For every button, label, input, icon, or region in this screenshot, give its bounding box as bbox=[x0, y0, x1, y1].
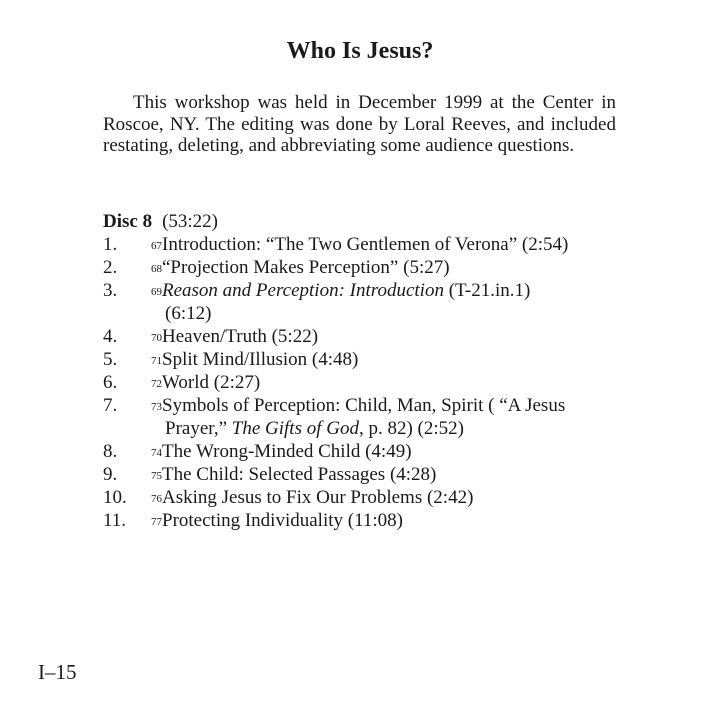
track-number: 9. bbox=[103, 464, 118, 485]
track-reference: 77 bbox=[151, 516, 162, 528]
track-title: Heaven/Truth (5:22) bbox=[162, 326, 319, 347]
disc-label: Disc 8 bbox=[103, 211, 153, 232]
track-title: Introduction: “The Two Gentlemen of Verona” (2:54) bbox=[162, 234, 569, 255]
track-title: “Projection Makes Perception” (5:27) bbox=[162, 257, 450, 278]
page-number: I–15 bbox=[38, 660, 77, 684]
page-title: Who Is Jesus? bbox=[286, 38, 434, 64]
track-item bbox=[103, 348, 643, 371]
track-title-continued-end: , p. 82) (2:52) bbox=[358, 418, 464, 439]
track-title: Split Mind/Illusion (4:48) bbox=[162, 349, 359, 370]
track-item bbox=[103, 486, 643, 509]
track-item bbox=[103, 256, 643, 279]
track-item bbox=[103, 509, 643, 532]
track-item bbox=[103, 394, 643, 440]
track-title-continued-start: Prayer,” bbox=[165, 418, 232, 439]
track-title-continued bbox=[151, 417, 643, 440]
track-item bbox=[103, 279, 643, 325]
track-item bbox=[103, 371, 643, 394]
disc-heading bbox=[103, 211, 218, 233]
track-title: Symbols of Perception: Child, Man, Spirit ( “A Jesus bbox=[162, 395, 566, 416]
track-item bbox=[103, 463, 643, 486]
track-item bbox=[103, 233, 643, 256]
track-reference: 76 bbox=[151, 493, 162, 505]
track-number: 4. bbox=[103, 326, 118, 347]
track-number: 3. bbox=[103, 280, 118, 301]
track-title: Protecting Individuality (11:08) bbox=[162, 510, 403, 531]
track-reference: 72 bbox=[151, 378, 162, 390]
track-number: 10. bbox=[103, 487, 127, 508]
intro-paragraph: This workshop was held in December 1999 at the Center in Roscoe, NY. The editing was done by Loral Reeves, and included restating, deleting, and abbreviating some audience questions. bbox=[103, 92, 616, 156]
track-title-italic: Reason and Perception: Introduction bbox=[162, 280, 444, 301]
track-item bbox=[103, 440, 643, 463]
track-title: The Wrong-Minded Child (4:49) bbox=[162, 441, 412, 462]
track-title: The Child: Selected Passages (4:28) bbox=[162, 464, 437, 485]
track-reference: 73 bbox=[151, 401, 162, 413]
track-reference: 75 bbox=[151, 470, 162, 482]
track-title-italic: The Gifts of God bbox=[231, 418, 359, 439]
track-reference: 71 bbox=[151, 355, 162, 367]
track-number: 5. bbox=[103, 349, 118, 370]
track-title: (T-21.in.1) bbox=[443, 280, 531, 301]
track-reference: 70 bbox=[151, 332, 162, 344]
track-title-continued: (6:12) bbox=[165, 303, 212, 324]
track-title: Asking Jesus to Fix Our Problems (2:42) bbox=[162, 487, 474, 508]
track-number: 7. bbox=[103, 395, 118, 416]
track-list bbox=[103, 233, 643, 532]
track-reference: 68 bbox=[151, 263, 162, 275]
track-number: 8. bbox=[103, 441, 118, 462]
track-item bbox=[103, 325, 643, 348]
track-number: 11. bbox=[103, 510, 127, 531]
track-reference: 69 bbox=[151, 286, 162, 298]
disc-duration: (53:22) bbox=[162, 211, 219, 232]
track-reference: 67 bbox=[151, 240, 162, 252]
track-reference: 74 bbox=[151, 447, 162, 459]
track-title: World (2:27) bbox=[162, 372, 261, 393]
track-number: 6. bbox=[103, 372, 118, 393]
track-number: 1. bbox=[103, 234, 118, 255]
track-number: 2. bbox=[103, 257, 118, 278]
